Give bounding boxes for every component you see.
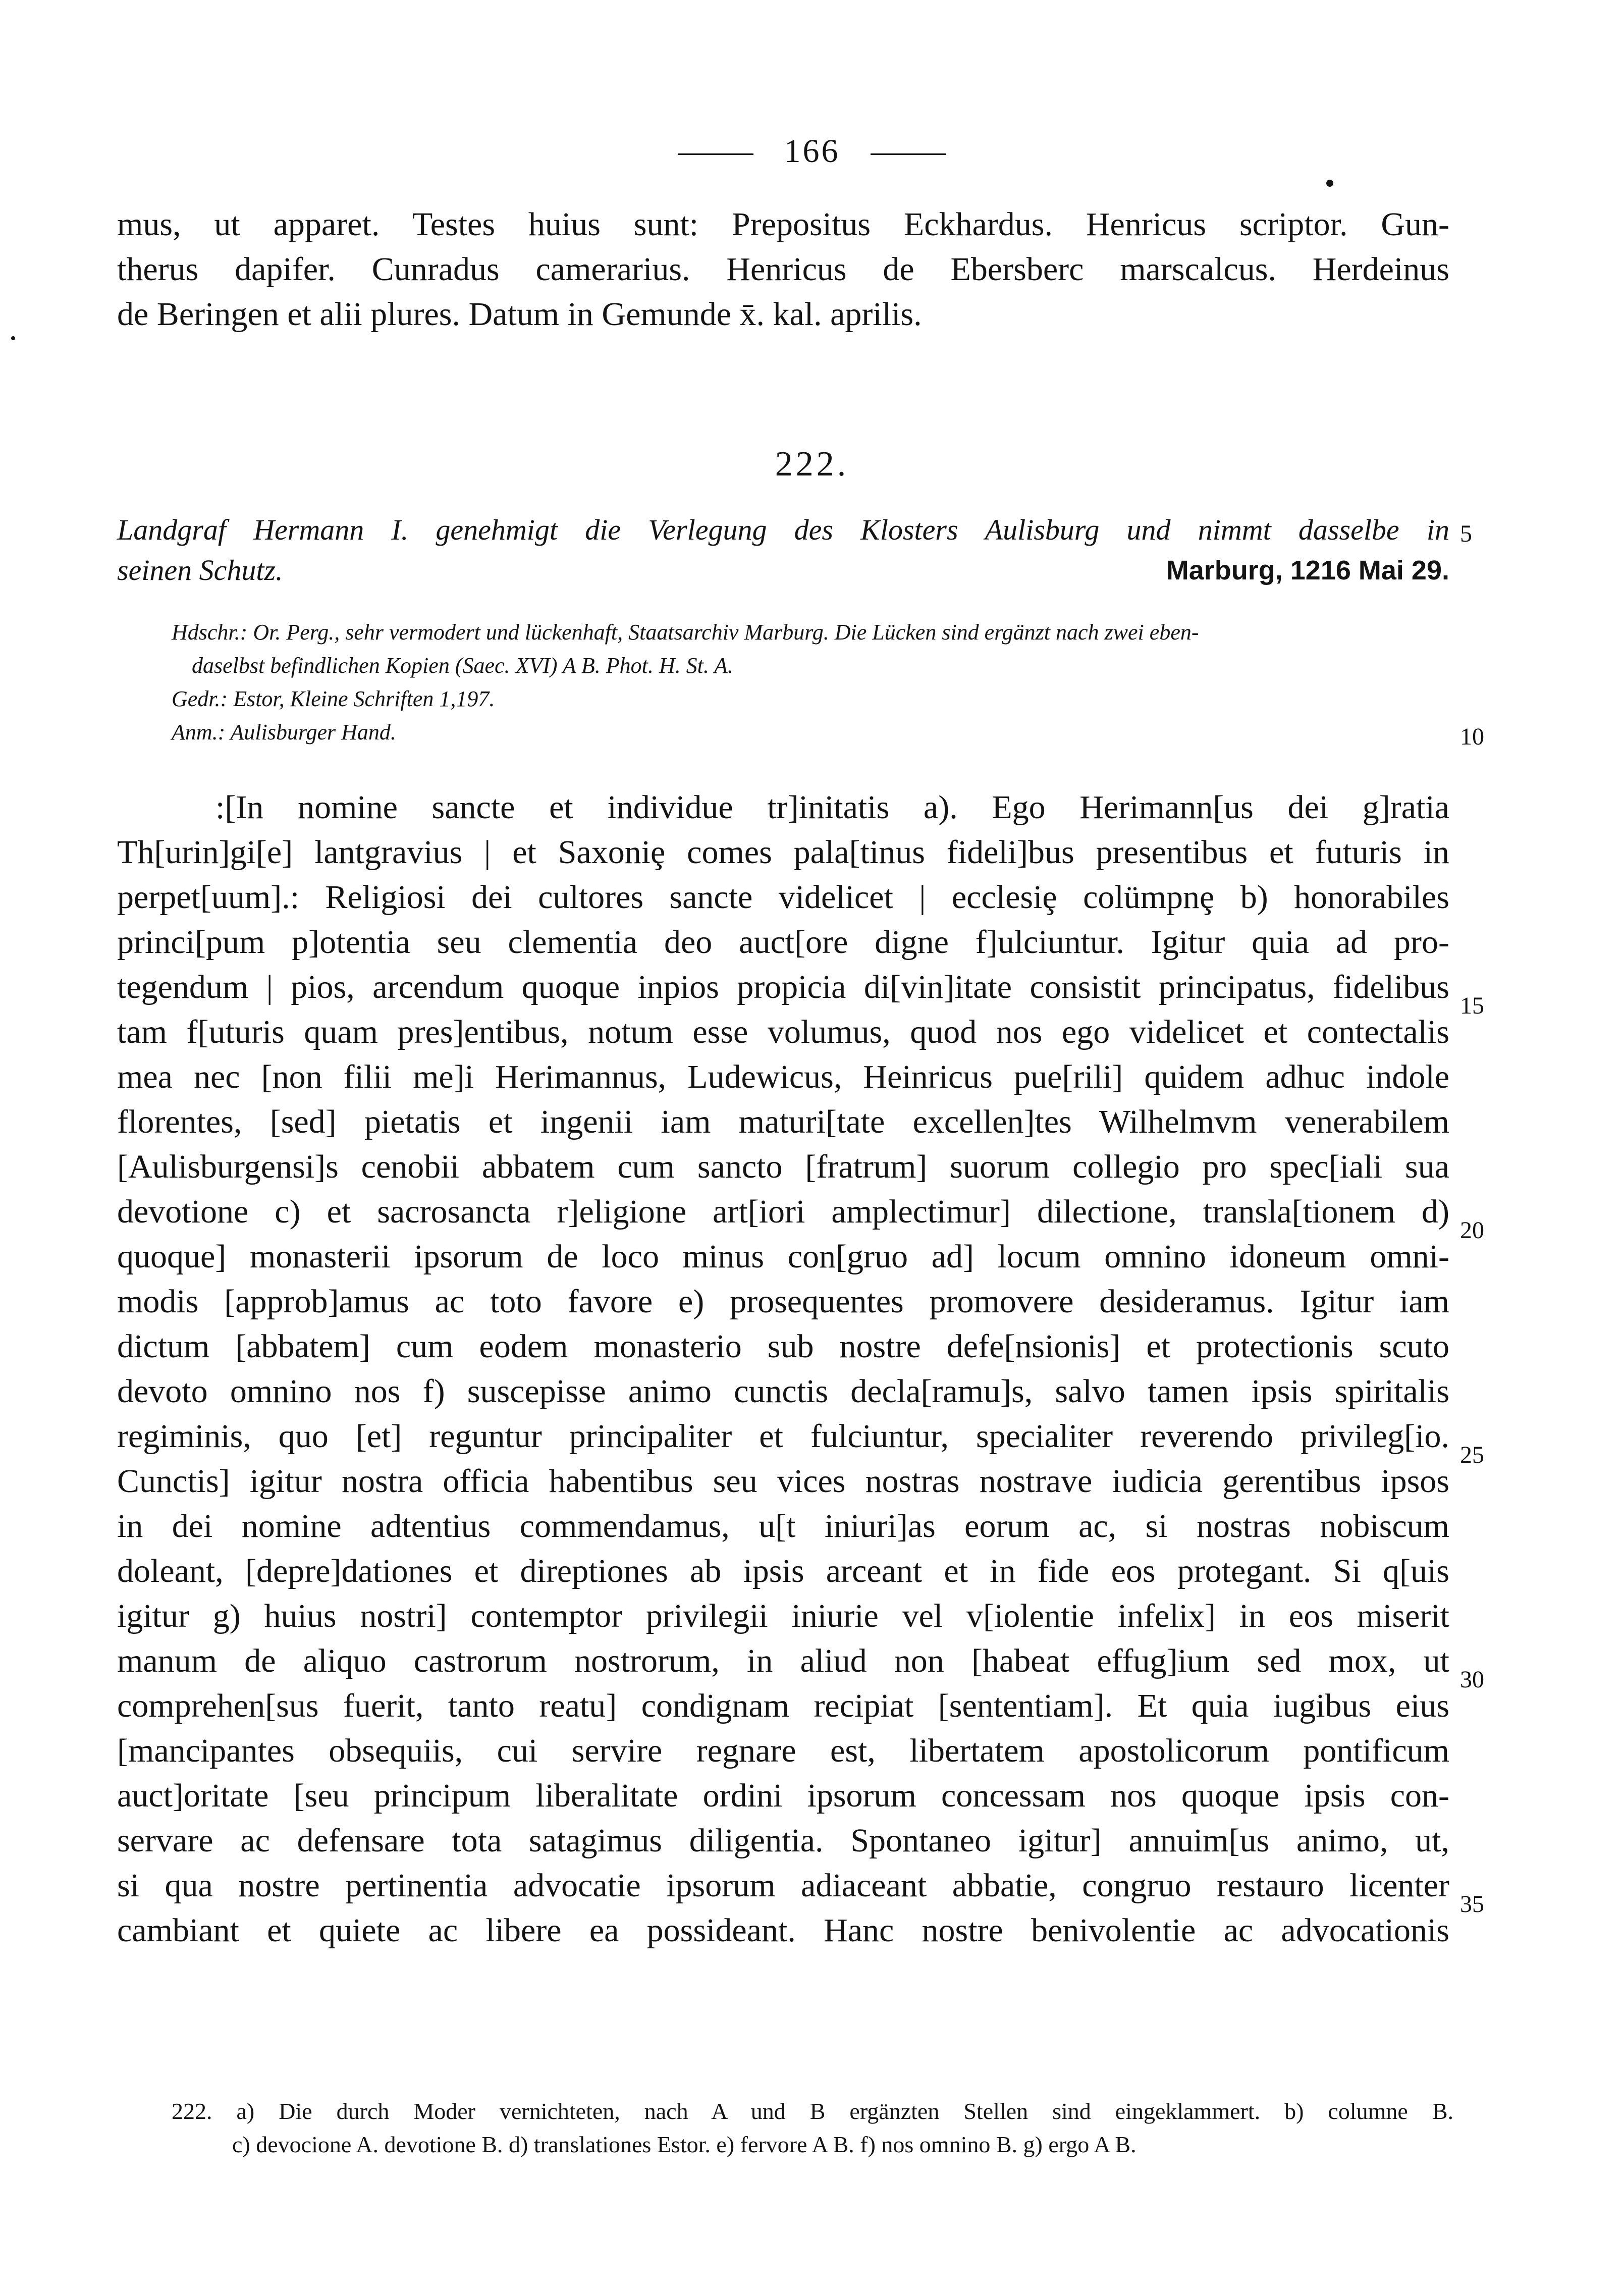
text-line: [mancipantes obsequiis, cui servire regnare est, libertatem apostolicorum pontificum (117, 1732, 1449, 1769)
text-line: mus, ut apparet. Testes huius sunt: Prepositus Eckhardus. Henricus scriptor. Gun- (117, 206, 1449, 243)
text-line: servare ac defensare tota satagimus diligentia. Spontaneo igitur] annuim[us animo, ut, (117, 1822, 1449, 1859)
text-line: dictum [abbatem] cum eodem monasterio sub nostre defe[nsionis] et protectionis scuto (117, 1328, 1449, 1365)
text-line: de Beringen et alii plures. Datum in Gemunde x̄. kal. aprilis. (117, 296, 922, 333)
ink-speck (11, 336, 15, 340)
margin-line-number: 15 (1460, 992, 1484, 1019)
source-line: daselbst befindlichen Kopien (Saec. XVI) A B. Phot. H. St. A. (192, 653, 733, 678)
header-rule-right (871, 153, 946, 155)
text-line: auct]oritate [seu principum liberalitate ordini ipsorum concessam nos quoque ipsis con- (117, 1777, 1449, 1814)
continuation-text (117, 202, 1449, 337)
text-line: igitur g) huius nostri] contemptor privilegii iniurie vel v[iolentie infelix] in eos miserit (117, 1598, 1449, 1634)
text-line: cambiant et quiete ac libere ea possideant. Hanc nostre benivolentie ac advocationis (117, 1912, 1449, 1949)
margin-line-number: 20 (1460, 1217, 1484, 1244)
footnote-line: 222. a) Die durch Moder vernichteten, nach A und B ergänzten Stellen sind eingeklammert. b) columne B. (172, 2098, 1453, 2124)
text-line: in dei nomine adtentius commendamus, u[t iniuri]as eorum ac, si nostras nobiscum (117, 1508, 1449, 1545)
text-line: therus dapifer. Cunradus camerarius. Henricus de Ebersberc marscalcus. Herdeinus (117, 251, 1449, 288)
source-notes (172, 616, 1453, 749)
margin-line-number: 35 (1460, 1891, 1484, 1918)
text-line: [Aulisburgensi]s cenobii abbatem cum sancto [fratrum] suorum collegio pro spec[iali sua (117, 1148, 1449, 1185)
text-line: princi[pum p]otentia seu clementia deo auct[ore digne f]ulciuntur. Igitur quia ad pro- (117, 924, 1449, 961)
margin-line-number: 10 (1460, 723, 1484, 750)
regest-line: Landgraf Hermann I. genehmigt die Verlegung des Klosters Aulisburg und nimmt dasselbe in (117, 513, 1449, 546)
source-line: Anm.: Aulisburger Hand. (172, 720, 396, 745)
text-line: si qua nostre pertinentia advocatie ipsorum adiaceant abbatie, congruo restauro licenter (117, 1867, 1449, 1904)
source-line: Gedr.: Estor, Kleine Schriften 1,197. (172, 686, 495, 711)
text-line: Th[urin]gi[e] lantgravius | et Saxoniȩ comes pala[tinus fideli]bus presentibus et futuris in (117, 834, 1449, 871)
text-line: florentes, [sed] pietatis et ingenii iam maturi[tate excellen]tes Wilhelmvm venerabilem (117, 1103, 1449, 1140)
text-line: doleant, [depre]dationes et direptiones ab ipsis arceant et in fide eos protegant. Si q[uis (117, 1553, 1449, 1589)
place-date: Marburg, 1216 Mai 29. (1166, 555, 1449, 586)
text-line: perpet[uum].: Religiosi dei cultores sancte videlicet | ecclesiȩ colümpnȩ b) honorabiles (117, 879, 1449, 916)
text-line: mea nec [non filii me]i Herimannus, Ludewicus, Heinricus pue[rili] quidem adhuc indole (117, 1058, 1449, 1095)
text-line: regiminis, quo [et] reguntur principaliter et fulciuntur, specialiter reverendo privileg[io. (117, 1418, 1449, 1455)
text-line: :[In nomine sancte et individue tr]initatis a). Ego Herimann[us dei g]ratia (215, 789, 1449, 826)
footnotes (172, 2095, 1453, 2161)
regest-line: seinen Schutz. (117, 554, 283, 587)
text-line: tegendum | pios, arcendum quoque inpios propicia di[vin]itate consistit principatus, fidelibus (117, 969, 1449, 1005)
source-line: Hdschr.: Or. Perg., sehr vermodert und lückenhaft, Staatsarchiv Marburg. Die Lücken sind ergänzt nach zwei eben- (172, 620, 1199, 645)
text-line: tam f[uturis quam pres]entibus, notum esse volumus, quod nos ego videlicet et contectalis (117, 1014, 1449, 1050)
footnote-line: c) devocione A. devotione B. d) translationes Estor. e) fervore A B. f) nos omnino B. g) ergo A B. (232, 2132, 1136, 2157)
header-rule-left (678, 153, 753, 155)
text-line: devoto omnino nos f) suscepisse animo cunctis decla[ramu]s, salvo tamen ipsis spiritalis (117, 1373, 1449, 1410)
margin-line-number: 25 (1460, 1442, 1484, 1468)
margin-line-number: 5 (1460, 520, 1472, 547)
text-line: comprehen[sus fuerit, tanto reatu] condignam recipiat [sententiam]. Et quia iugibus eius (117, 1687, 1449, 1724)
text-line: Cunctis] igitur nostra officia habentibus seu vices nostras nostrave iudicia gerentibus ipsos (117, 1463, 1449, 1500)
text-line: devotione c) et sacrosancta r]eligione art[iori amplectimur] dilectione, transla[tionem d) (117, 1193, 1449, 1230)
text-line: quoque] monasterii ipsorum de loco minus con[gruo ad] locum omnino idoneum omni- (117, 1238, 1449, 1275)
document-text (117, 785, 1449, 1953)
margin-line-number: 30 (1460, 1666, 1484, 1693)
document-number: 222. (775, 445, 849, 484)
text-line: manum de aliquo castrorum nostrorum, in aliud non [habeat effug]ium sed mox, ut (117, 1642, 1449, 1679)
ink-speck (1326, 180, 1333, 187)
regest (117, 510, 1449, 591)
page-header (0, 132, 1624, 171)
page-number: 166 (784, 133, 840, 170)
text-line: modis [approb]amus ac toto favore e) prosequentes promovere desideramus. Igitur iam (117, 1283, 1449, 1320)
